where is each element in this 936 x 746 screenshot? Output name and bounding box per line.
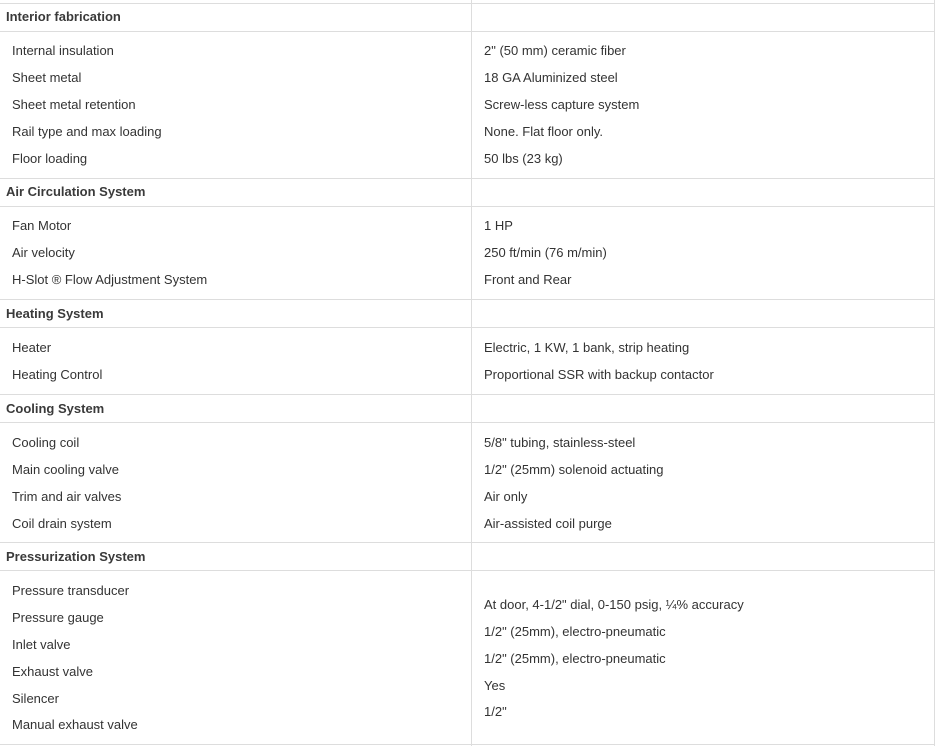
spec-label: Manual exhaust valve: [12, 717, 138, 732]
section-title: Interior fabrication: [6, 9, 121, 24]
row-divider: [0, 206, 935, 207]
row-divider: [0, 394, 935, 395]
spec-label: Internal insulation: [12, 43, 114, 58]
spec-label: Inlet valve: [12, 637, 71, 652]
spec-label: Sheet metal: [12, 70, 82, 85]
spec-label: Floor loading: [12, 151, 88, 166]
spec-value: Yes: [484, 678, 506, 693]
row-divider: [0, 327, 935, 328]
spec-label: Exhaust valve: [12, 664, 93, 679]
section-title: Air Circulation System: [6, 184, 146, 199]
spec-label: H-Slot ® Flow Adjustment System: [12, 272, 208, 287]
spec-label: Coil drain system: [12, 516, 112, 531]
row-divider: [0, 31, 935, 32]
spec-value: Proportional SSR with backup contactor: [484, 367, 714, 382]
row-divider: [0, 744, 935, 745]
spec-value: 18 GA Aluminized steel: [484, 70, 618, 85]
spec-label: Pressure gauge: [12, 610, 104, 625]
section-title: Cooling System: [6, 401, 105, 416]
spec-label: Trim and air valves: [12, 489, 122, 504]
row-divider: [0, 178, 935, 179]
section-title: Heating System: [6, 306, 104, 321]
spec-value: Electric, 1 KW, 1 bank, strip heating: [484, 340, 690, 355]
spec-label: Sheet metal retention: [12, 97, 136, 112]
row-divider: [0, 3, 935, 4]
row-divider: [0, 422, 935, 423]
spec-label: Main cooling valve: [12, 462, 119, 477]
spec-label: Heating Control: [12, 367, 103, 382]
spec-label: Silencer: [12, 691, 59, 706]
row-divider: [0, 299, 935, 300]
row-divider: [0, 542, 935, 543]
spec-value: 2" (50 mm) ceramic fiber: [484, 43, 626, 58]
row-divider: [0, 570, 935, 571]
spec-label: Air velocity: [12, 245, 75, 260]
spec-value: 1/2" (25mm) solenoid actuating: [484, 462, 664, 477]
spec-value: 50 lbs (23 kg): [484, 151, 563, 166]
right-border: [934, 0, 935, 746]
spec-value: Screw-less capture system: [484, 97, 640, 112]
spec-value: At door, 4-1/2" dial, 0-150 psig, ¼% accuracy: [484, 597, 744, 612]
spec-value: 1 HP: [484, 218, 513, 233]
spec-value: Air-assisted coil purge: [484, 516, 612, 531]
spec-value: 5/8" tubing, stainless-steel: [484, 435, 636, 450]
column-divider: [471, 0, 472, 746]
spec-label: Heater: [12, 340, 52, 355]
spec-label: Cooling coil: [12, 435, 80, 450]
spec-value: None. Flat floor only.: [484, 124, 603, 139]
spec-value: 250 ft/min (76 m/min): [484, 245, 607, 260]
spec-value: Front and Rear: [484, 272, 572, 287]
spec-label: Pressure transducer: [12, 583, 130, 598]
spec-value: Air only: [484, 489, 528, 504]
spec-label: Fan Motor: [12, 218, 72, 233]
section-title: Pressurization System: [6, 549, 146, 564]
spec-value: 1/2": [484, 704, 507, 719]
spec-value: 1/2" (25mm), electro-pneumatic: [484, 651, 666, 666]
spec-label: Rail type and max loading: [12, 124, 162, 139]
spec-value: 1/2" (25mm), electro-pneumatic: [484, 624, 666, 639]
